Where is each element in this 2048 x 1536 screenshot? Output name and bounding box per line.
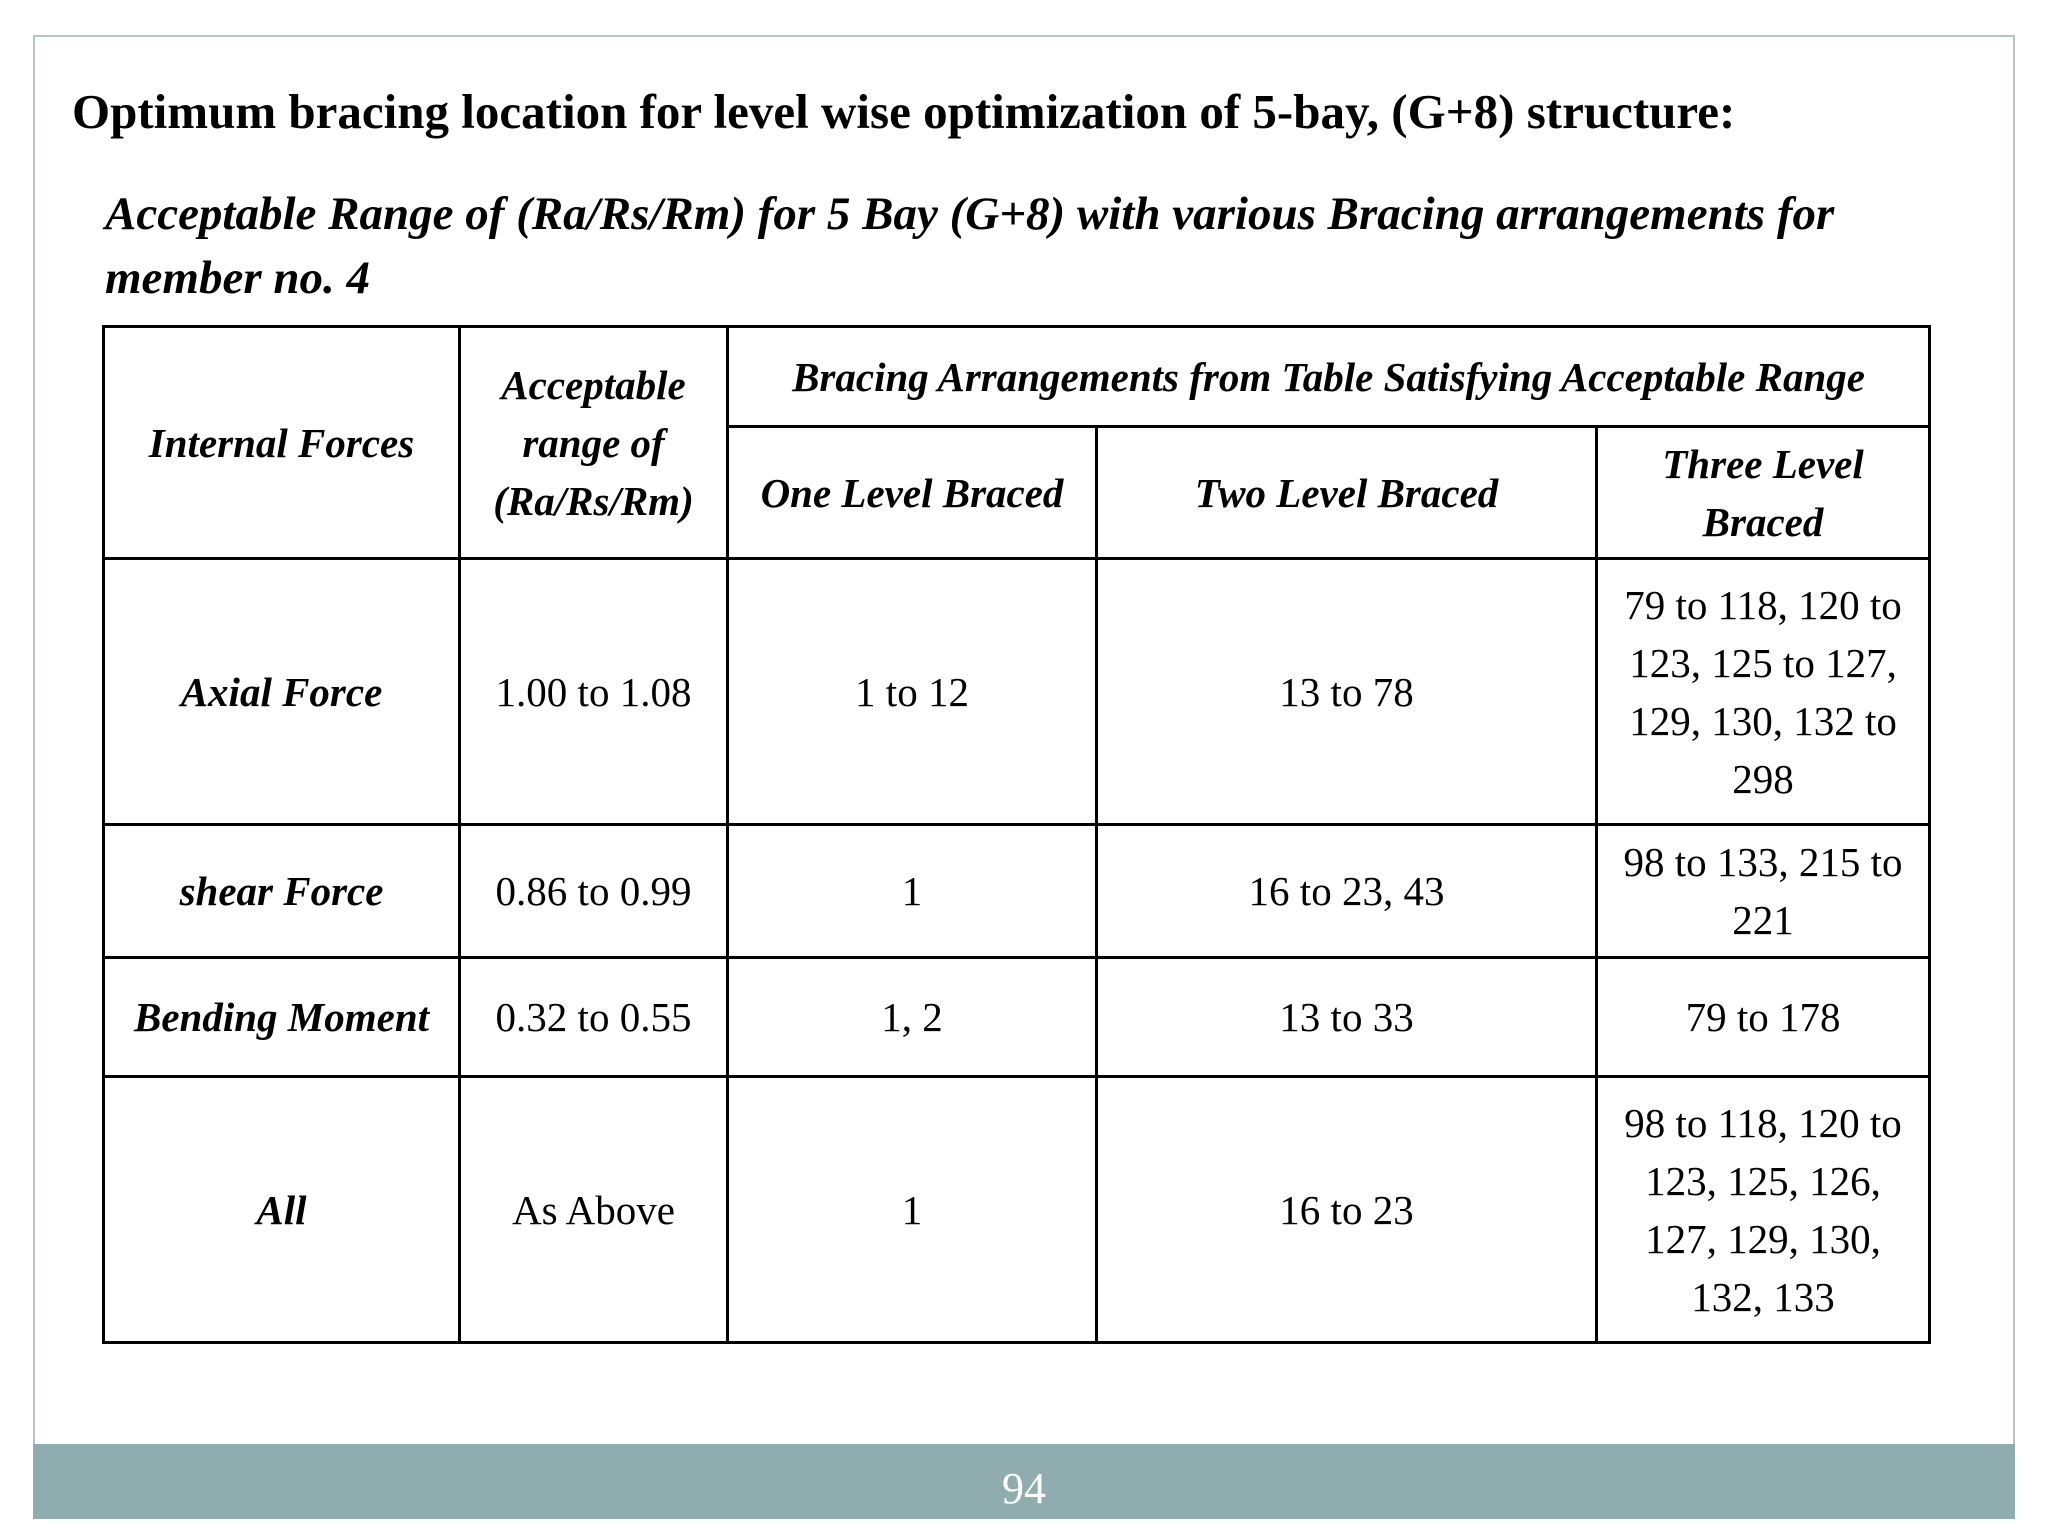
table-row (104, 825, 1930, 958)
row-two-level: 16 to 23, 43 (1097, 825, 1597, 958)
row-range: 1.00 to 1.08 (460, 559, 728, 825)
row-three-level: 79 to 178 (1597, 958, 1930, 1077)
table-row (104, 559, 1930, 825)
row-one-level: 1 to 12 (728, 559, 1097, 825)
row-one-level: 1, 2 (728, 958, 1097, 1077)
slide-title: Optimum bracing location for level wise optimization of 5-bay, (G+8) structure: (72, 84, 1736, 139)
row-two-level: 13 to 33 (1097, 958, 1597, 1077)
row-range: As Above (460, 1077, 728, 1343)
row-two-level: 16 to 23 (1097, 1077, 1597, 1343)
row-force-label: Bending Moment (104, 958, 460, 1077)
row-three-level: 79 to 118, 120 to 123, 125 to 127, 129, 130, 132 to 298 (1597, 559, 1930, 825)
page-number: 94 (1002, 1464, 1046, 1513)
row-range: 0.86 to 0.99 (460, 825, 728, 958)
header-bracing-group: Bracing Arrangements from Table Satisfying Acceptable Range (728, 327, 1930, 427)
row-force-label: All (104, 1077, 460, 1343)
header-acceptable-range: Acceptable range of (Ra/Rs/Rm) (460, 327, 728, 559)
header-internal-forces: Internal Forces (104, 327, 460, 559)
table-header-row (104, 327, 1930, 427)
row-one-level: 1 (728, 825, 1097, 958)
row-two-level: 13 to 78 (1097, 559, 1597, 825)
row-force-label: shear Force (104, 825, 460, 958)
table-caption: Acceptable Range of (Ra/Rs/Rm) for 5 Bay (G+8) with various Bracing arrangements for member no. 4 (105, 188, 1835, 304)
row-one-level: 1 (728, 1077, 1097, 1343)
header-one-level: One Level Braced (728, 427, 1097, 559)
table-row (104, 1077, 1930, 1343)
row-range: 0.32 to 0.55 (460, 958, 728, 1077)
header-two-level: Two Level Braced (1097, 427, 1597, 559)
row-three-level: 98 to 133, 215 to 221 (1597, 825, 1930, 958)
row-three-level: 98 to 118, 120 to 123, 125, 126, 127, 129, 130, 132, 133 (1597, 1077, 1930, 1343)
row-force-label: Axial Force (104, 559, 460, 825)
header-three-level: Three Level Braced (1597, 427, 1930, 559)
bracing-table (102, 325, 1931, 1344)
table-row (104, 958, 1930, 1077)
